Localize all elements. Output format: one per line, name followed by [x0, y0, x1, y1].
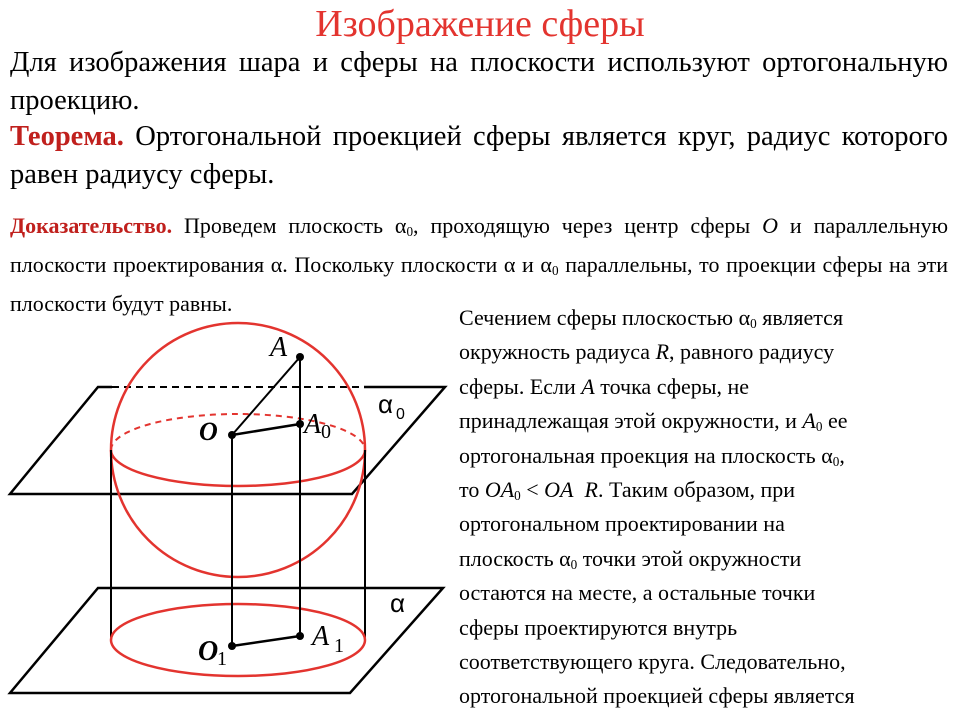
proof-label: Доказательство. [10, 213, 173, 238]
label-A0: A [304, 409, 322, 440]
text-line: то $OA_0$ < OA R. Таким образом, при [459, 476, 796, 503]
label-A0-sub: 0 [321, 421, 331, 443]
sphere-outline [111, 323, 365, 577]
intro-paragraph: Для изображения шара и сферы на плоскости используют ортогональную проекцию. [10, 47, 948, 116]
text-line: ортогональной проекцией сферы является [459, 683, 855, 709]
text-line: сферы проектируются внутрь [459, 614, 738, 640]
point-A1 [296, 632, 304, 640]
point-O1 [228, 642, 236, 650]
segment-OA0 [232, 424, 300, 435]
label-alpha0-sub: 0 [396, 406, 405, 423]
label-A: A [270, 332, 288, 363]
text-line: Сечением сферы плоскостью $\alpha_0$ является [459, 305, 844, 331]
proof-center-symbol: O [762, 213, 778, 238]
page-title: Изображение сферы [315, 3, 645, 45]
point-O [228, 431, 236, 439]
proof-subscript: 0 [406, 224, 414, 239]
label-O1: O [198, 636, 219, 667]
text-line: плоскость $\alpha_0$ точки этой окружности [459, 545, 802, 572]
proof-text: Проведем плоскость α [172, 213, 407, 238]
text-line: соответствующего круга. Следовательно, [459, 648, 846, 674]
proof-text: и параллельную плоскости проектирования α. Поскольку плоскости α и α [10, 213, 949, 277]
label-alpha0: α [378, 389, 394, 419]
label-O: O [199, 417, 218, 446]
theorem-label: Теорема. [10, 121, 124, 152]
text-line: ортогональная проекция на плоскость $\alpha_0$, [459, 442, 845, 469]
segment-O1A1 [232, 636, 300, 646]
text-line: принадлежащая этой окружности, и $A_0$ ее [459, 408, 848, 435]
label-O1-sub: 1 [217, 648, 227, 670]
text-line: сферы. Если A точка сферы, не [459, 373, 750, 399]
proof-subscript: 0 [551, 263, 559, 278]
segment-OA [232, 357, 300, 435]
label-A1-sub: 1 [334, 635, 344, 657]
proof-text: , проходящую через центр сферы [413, 213, 763, 238]
text-line: остаются на месте, а остальные точки [459, 580, 816, 606]
label-alpha: α [390, 588, 406, 618]
proof-text: параллельны, то проекции сферы на эти плоскости будут равны. [10, 252, 948, 316]
text-line: ортогональном проектировании на [459, 511, 785, 537]
point-A0 [296, 420, 304, 428]
theorem-text: Ортогональной проекцией сферы является круг, радиус которого равен радиусу сферы. [10, 121, 948, 190]
point-A [296, 353, 304, 361]
great-circle-front [111, 450, 365, 486]
label-A1: A [312, 621, 330, 652]
text-line: окружность радиуса R, равного радиусу [459, 339, 835, 365]
